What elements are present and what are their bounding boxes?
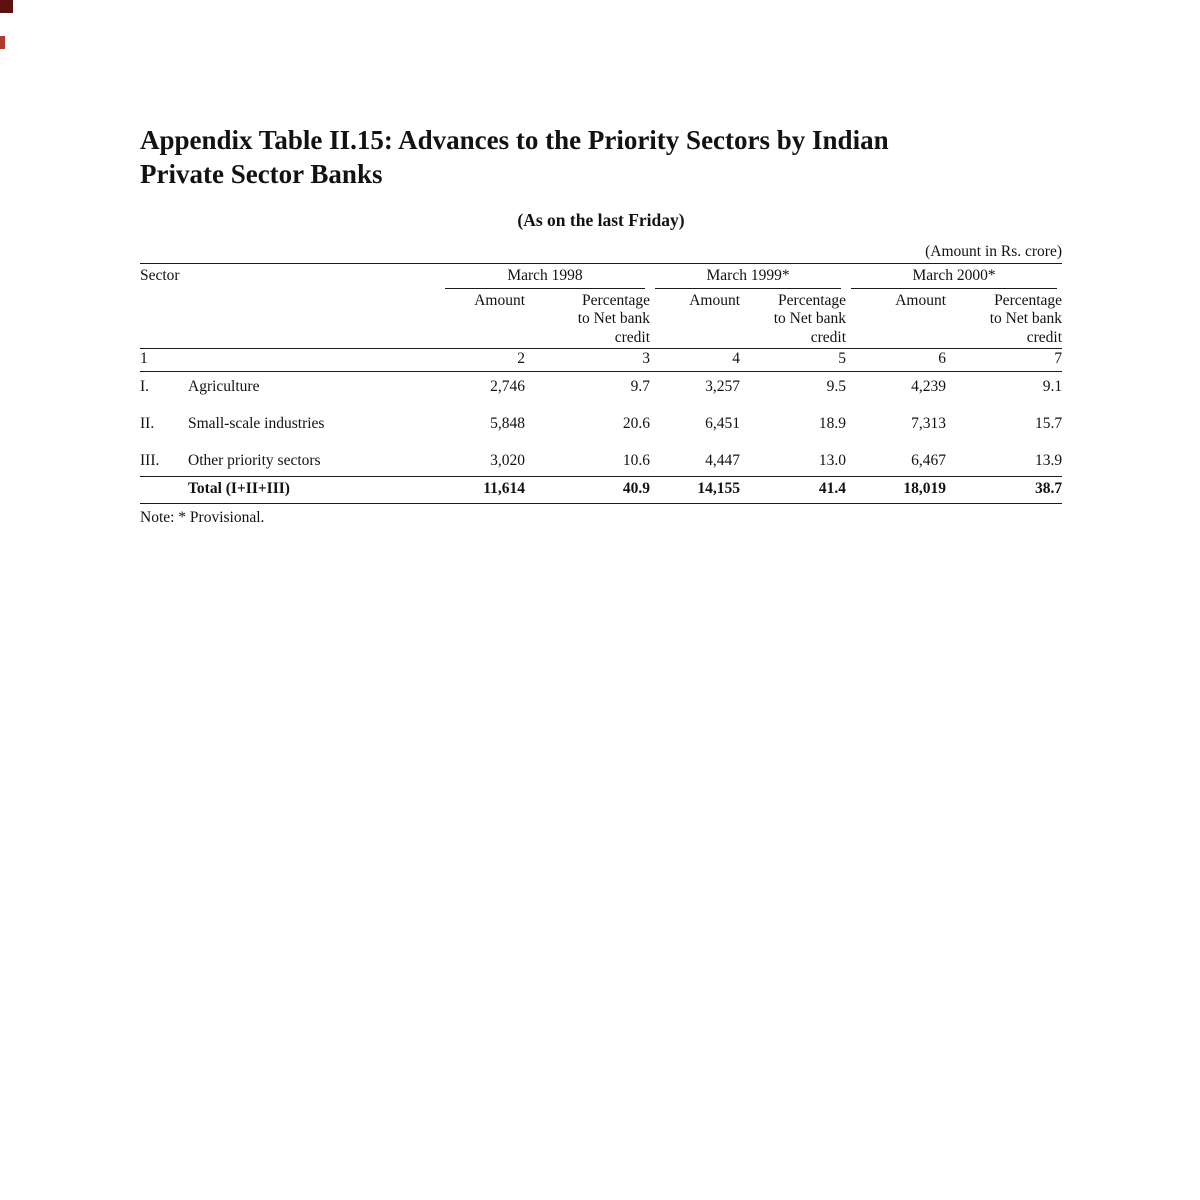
row-number: III. [140,452,160,469]
page-subtitle: (As on the last Friday) [517,209,685,230]
sector-name: Agriculture [188,378,260,396]
scan-artifact [0,36,5,49]
col-header-percentage [525,289,650,349]
col-header-percentage-line: Percentage [994,291,1063,309]
table-footnote: Note: * Provisional. [140,508,265,526]
table-row-small-scale-industries [140,409,1062,446]
col-header-percentage-line: credit [1026,329,1063,347]
column-number: 5 [740,349,846,372]
value-cell: 14,155 [650,476,740,503]
col-header-amount: Amount [895,291,947,309]
page-title-line1: Appendix Table II.15: Advances to the Priority Sectors by Indian [140,125,889,156]
sector-name: Other priority sectors [188,452,321,469]
col-group-march-1998 [440,263,650,288]
scan-artifact [0,0,13,13]
value-cell: 4,447 [705,452,741,469]
col-group-label: March 2000* [851,267,1057,289]
col-header-percentage-line: to Net bank [577,310,651,328]
document-page [140,106,1062,527]
group-header-row [140,263,1062,288]
table-row-agriculture [140,372,1062,409]
col-header-percentage [740,289,846,349]
table-row-other-priority-sectors [140,446,1062,476]
col-group-label: March 1999* [655,267,841,289]
value-cell: 7,313 [911,415,947,433]
value-cell: 9.5 [826,378,847,396]
col-header-amount: Amount [689,291,741,309]
value-cell: 2,746 [490,378,526,396]
col-header-sector: Sector [140,266,180,284]
value-cell: 6,467 [911,452,947,469]
page-title [140,124,1062,192]
value-cell: 9.1 [1042,378,1063,396]
row-number [140,476,188,503]
value-cell: 20.6 [622,415,651,433]
value-cell: 18,019 [846,476,946,503]
value-cell: 13.0 [818,452,847,469]
value-cell: 10.6 [622,452,651,469]
table-row-total [140,476,1062,503]
unit-note: (Amount in Rs. crore) [925,242,1062,260]
col-header-percentage [946,289,1062,349]
row-number: I. [140,378,150,396]
row-number: II. [140,415,155,433]
col-header-amount: Amount [474,291,526,309]
value-cell: 15.7 [1034,415,1063,433]
col-header-percentage-line: credit [614,329,651,347]
value-cell: 9.7 [630,378,651,396]
column-number: 1 [140,349,440,372]
value-cell: 3,257 [705,378,741,396]
value-cell: 18.9 [818,415,847,433]
value-cell: 5,848 [490,415,526,433]
col-header-percentage-line: to Net bank [773,310,847,328]
col-group-march-2000 [846,263,1062,288]
col-header-percentage-line: Percentage [778,291,847,309]
priority-sectors-table [140,263,1062,504]
col-group-label: March 1998 [445,267,645,289]
column-number: 3 [525,349,650,372]
col-header-percentage-line: credit [810,329,847,347]
total-label: Total (I+II+III) [188,476,440,503]
value-cell: 4,239 [911,378,947,396]
col-group-march-1999 [650,263,846,288]
column-number: 4 [650,349,740,372]
value-cell: 11,614 [440,476,525,503]
col-header-percentage-line: to Net bank [989,310,1063,328]
value-cell: 6,451 [705,415,741,433]
value-cell: 13.9 [1034,452,1063,469]
value-cell: 40.9 [525,476,650,503]
column-number-row [140,349,1062,372]
column-number: 2 [440,349,525,372]
sector-name: Small-scale industries [188,415,325,433]
value-cell: 3,020 [490,452,526,469]
value-cell: 38.7 [946,476,1062,503]
page-title-line2: Private Sector Banks [140,158,383,189]
value-cell: 41.4 [740,476,846,503]
column-number: 6 [846,349,946,372]
column-number: 7 [946,349,1062,372]
col-header-percentage-line: Percentage [582,291,651,309]
